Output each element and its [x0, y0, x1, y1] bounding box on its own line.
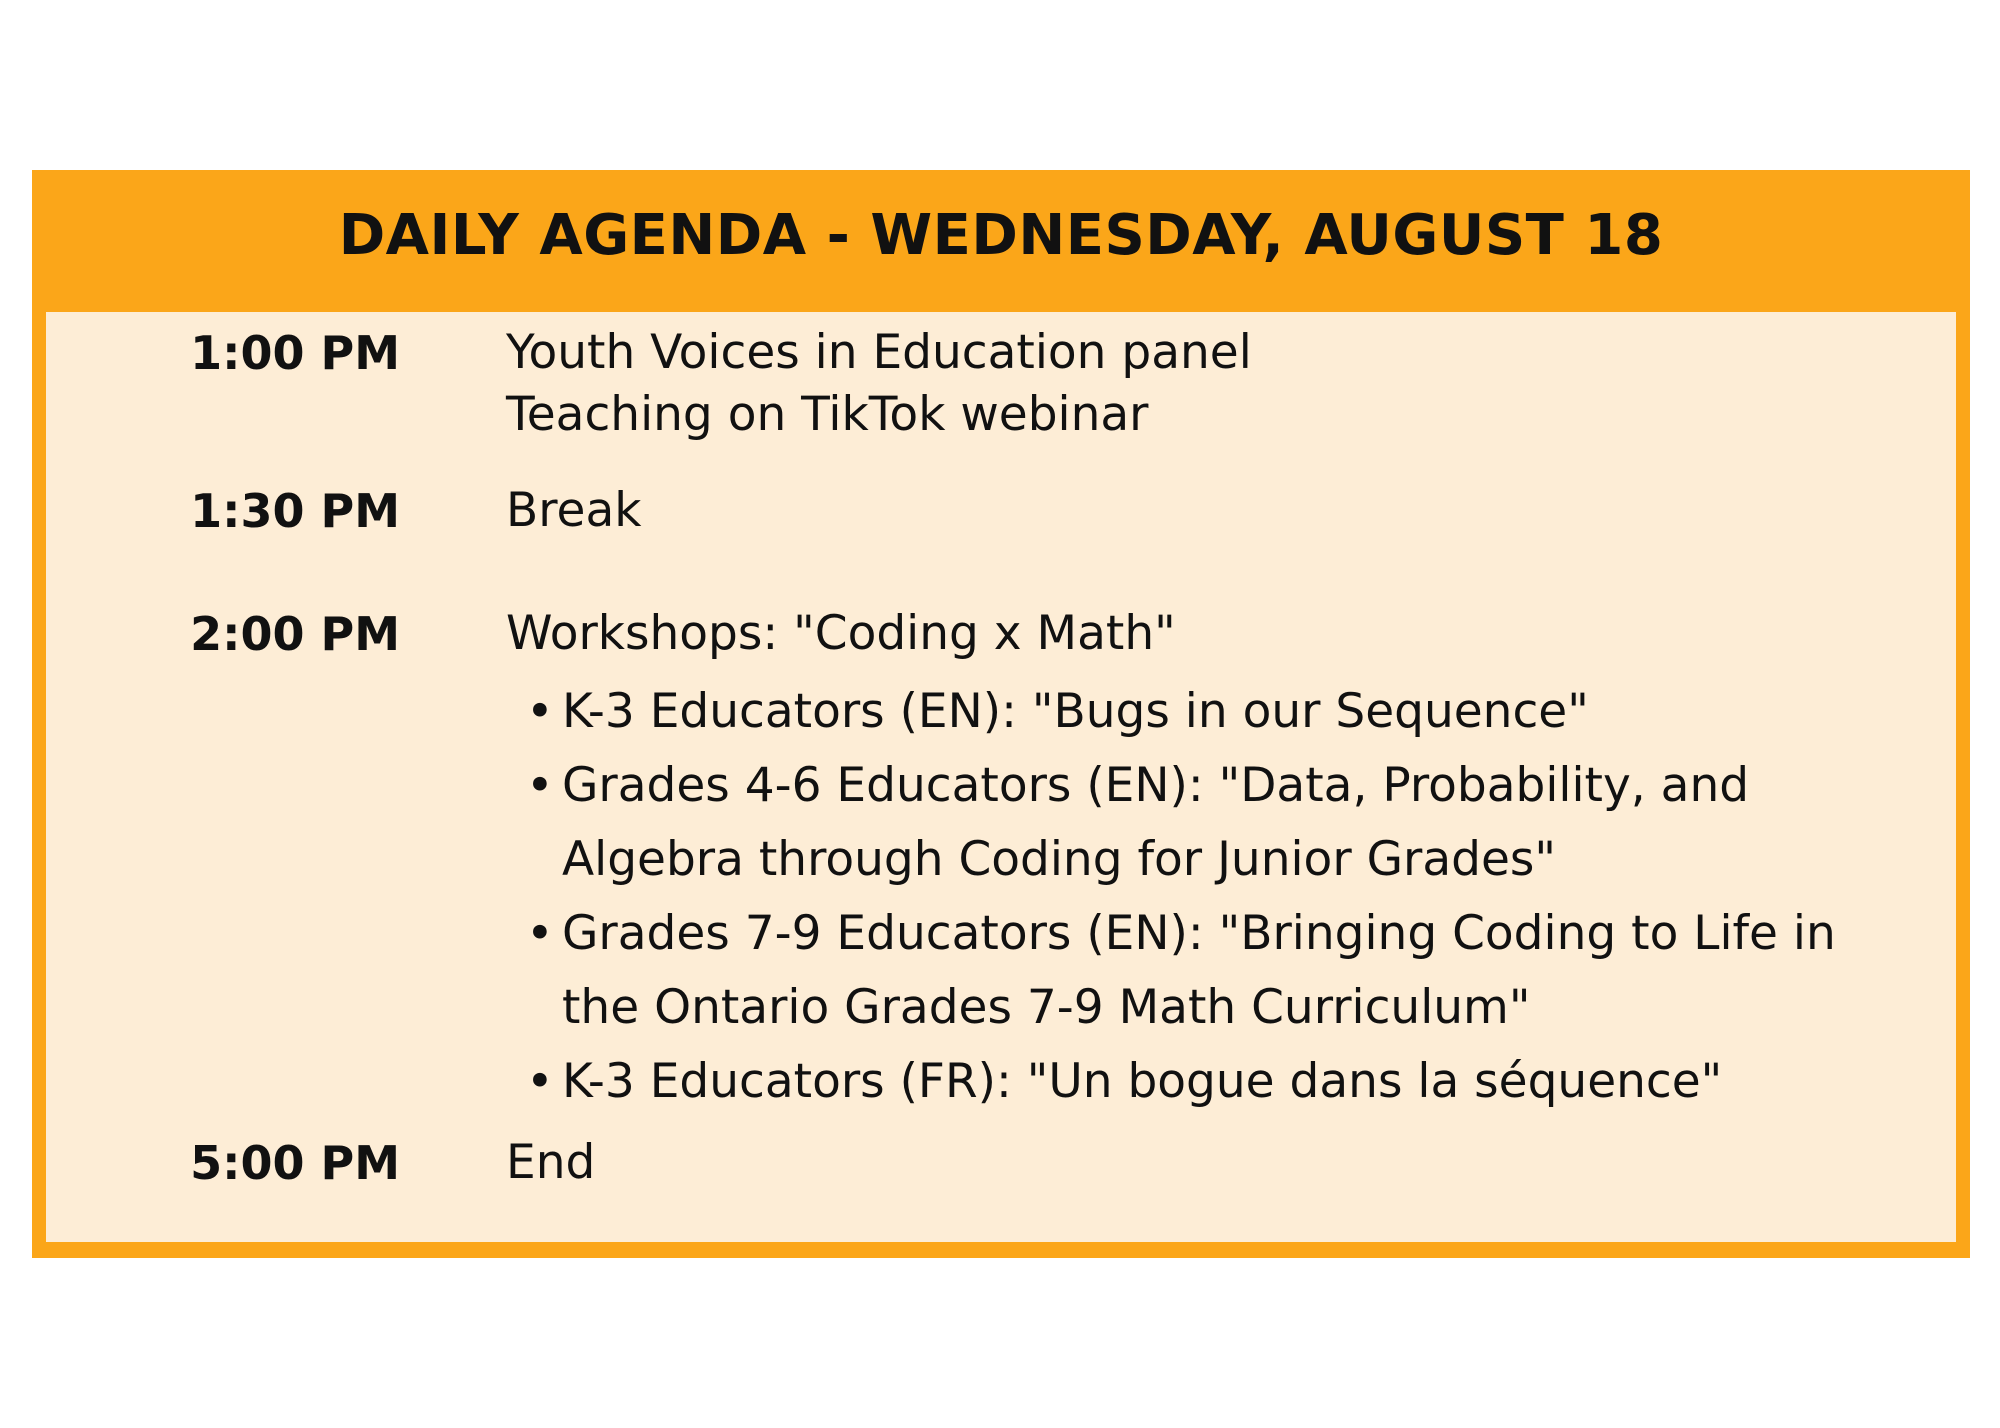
- agenda-description: [506, 480, 641, 542]
- workshop-line: Grades 4-6 Educators (EN): "Data, Probability, and: [562, 758, 1750, 813]
- agenda-description: [506, 322, 1252, 446]
- agenda-card: [32, 170, 1970, 1258]
- workshop-item: [506, 897, 1836, 1045]
- workshop-item: [506, 749, 1836, 897]
- agenda-title: DAILY AGENDA - WEDNESDAY, AUGUST 18: [338, 202, 1664, 268]
- workshop-line: Algebra through Coding for Junior Grades": [562, 832, 1556, 887]
- agenda-description: [506, 1132, 595, 1194]
- agenda-time: 1:30 PM: [190, 484, 400, 538]
- workshop-list: [506, 675, 1836, 1119]
- agenda-description: [506, 603, 1836, 1119]
- bullet-icon: •: [526, 1054, 554, 1109]
- workshop-item: [506, 1045, 1836, 1119]
- agenda-header: [32, 170, 1970, 312]
- agenda-time: 5:00 PM: [190, 1136, 400, 1190]
- workshop-line: K-3 Educators (FR): "Un bogue dans la séquence": [562, 1054, 1723, 1109]
- workshop-line: Grades 7-9 Educators (EN): "Bringing Coding to Life in: [562, 906, 1836, 961]
- agenda-line: Workshops: "Coding x Math": [506, 606, 1176, 661]
- agenda-panel: [46, 312, 1956, 1242]
- bullet-icon: •: [526, 684, 554, 739]
- agenda-line: Break: [506, 483, 642, 538]
- bullet-icon: •: [526, 906, 554, 961]
- agenda-line: End: [506, 1135, 596, 1190]
- agenda-time: 1:00 PM: [190, 326, 400, 380]
- agenda-line: Teaching on TikTok webinar: [506, 387, 1149, 442]
- workshop-line: K-3 Educators (EN): "Bugs in our Sequence": [562, 684, 1589, 739]
- bullet-icon: •: [526, 758, 554, 813]
- workshop-line: the Ontario Grades 7-9 Math Curriculum": [562, 980, 1531, 1035]
- workshop-item: [506, 675, 1836, 749]
- agenda-line: Youth Voices in Education panel: [506, 325, 1252, 380]
- agenda-time: 2:00 PM: [190, 607, 400, 661]
